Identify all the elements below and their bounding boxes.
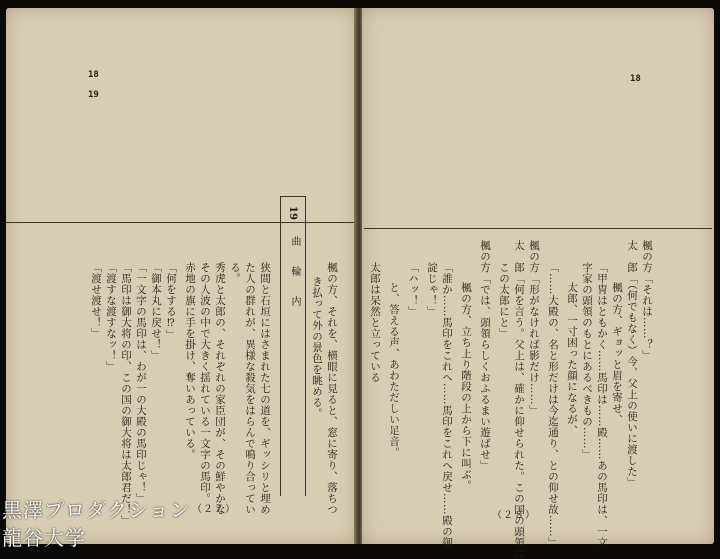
right-folio: （２８） — [492, 510, 536, 521]
left-upper-line-1: き払って外の景色を眺める。 — [311, 276, 323, 419]
left-lower-line-0: 狭間と石垣にはさまれた七の道を、ギッシリと埋め — [259, 262, 271, 515]
left-lower-line-7: 「御本丸に戻せ！」 — [150, 262, 162, 361]
right-line-1: 太 郎「（何でもなく）今、父上の使いに渡した」 — [626, 240, 638, 488]
left-lower-line-3: 秀虎と太郎の、それぞれの家臣団が、その鮮やかな — [214, 262, 226, 515]
scene-number-top-b: 19 — [88, 90, 99, 100]
left-lower-line-2: る。 — [229, 262, 241, 284]
right-line-11: 楓の方、立ち上り階段の上から下に叫ぶ。 — [460, 282, 472, 491]
right-line-16: 太郎は呆然と立っている — [369, 262, 381, 383]
left-lower-line-5: 赤地の旗に手を掛け、奪いあっている。 — [184, 262, 196, 460]
scene-header-title: 曲 輪 内 — [289, 236, 300, 306]
right-line-13: 諚じゃ！」 — [426, 262, 438, 317]
right-line-2: 楓の方、ギョッと眉を寄せ、 — [611, 282, 623, 425]
right-line-9: この太郎にと」 — [498, 262, 510, 339]
right-line-5: 太郎、一寸困った顔になるが、 — [566, 282, 578, 436]
scene-number-top-a: 18 — [88, 70, 99, 80]
right-line-14: 「ハッ！」 — [407, 262, 419, 317]
section-rule-right — [364, 228, 712, 229]
watermark-line-1: 黒澤プロダクション — [2, 498, 191, 522]
left-lower-line-8: 「一文字の馬印は、わが一の大殿の馬印じゃ！」 — [135, 262, 147, 504]
left-lower-line-11: 「渡せ渡せ！」 — [90, 262, 102, 339]
right-line-10: 楓の方「では、頭領らしくおふるまい遊ばせ」 — [479, 240, 491, 471]
right-line-8: 太 郎「何を言う。父上は、確かに仰せられた。この国の頭領は — [513, 240, 525, 559]
scene-number-top-right: 18 — [630, 74, 641, 84]
header-rule-top — [280, 196, 306, 197]
watermark-line-2: 龍谷大学 — [2, 526, 86, 550]
right-line-12: 「誰か……馬印をこれへ……馬印をこれへ戻せ……殿の御 — [441, 262, 453, 548]
left-folio: （２７） — [192, 504, 236, 515]
left-lower-line-4: その人波の中で大きく揺れている一文字の馬印。 — [199, 262, 211, 504]
section-rule-left — [6, 222, 354, 223]
header-rule-left-b — [305, 196, 306, 496]
left-page — [6, 8, 356, 544]
left-lower-line-6: 「何をする⁉」 — [165, 262, 177, 341]
header-rule-left-a — [280, 196, 281, 496]
left-lower-line-9: 「馬印は御大将の印、この国の御大将は太郎君だ！」 — [120, 262, 132, 526]
right-line-3: 「甲冑はともかく……馬印は……殿……あの馬印は、一文 — [596, 262, 608, 548]
right-line-4: 字家の頭領のもとにあるべきもの……」 — [581, 262, 593, 460]
right-line-0: 楓の方「それは……？」 — [641, 240, 653, 361]
left-lower-line-10: 「渡すな渡すなッ！」 — [105, 262, 117, 372]
right-line-7: 楓の方「形がなければ影だけ……」 — [528, 240, 540, 416]
left-upper-line-0: 楓の方、それを、横眼に見ると、窓に寄り、落ちつ — [326, 262, 338, 515]
left-lower-line-1: た人の群れが、異様な殺気をはらんで鳴り合ってい — [244, 262, 256, 515]
scene-header-number: 19 — [287, 206, 298, 220]
right-line-6: 「……大殿の、名と形だけは今迄通り、との仰せ故……」 — [547, 262, 559, 548]
right-line-15: と、答える声、あわただしい足音。 — [388, 282, 400, 458]
